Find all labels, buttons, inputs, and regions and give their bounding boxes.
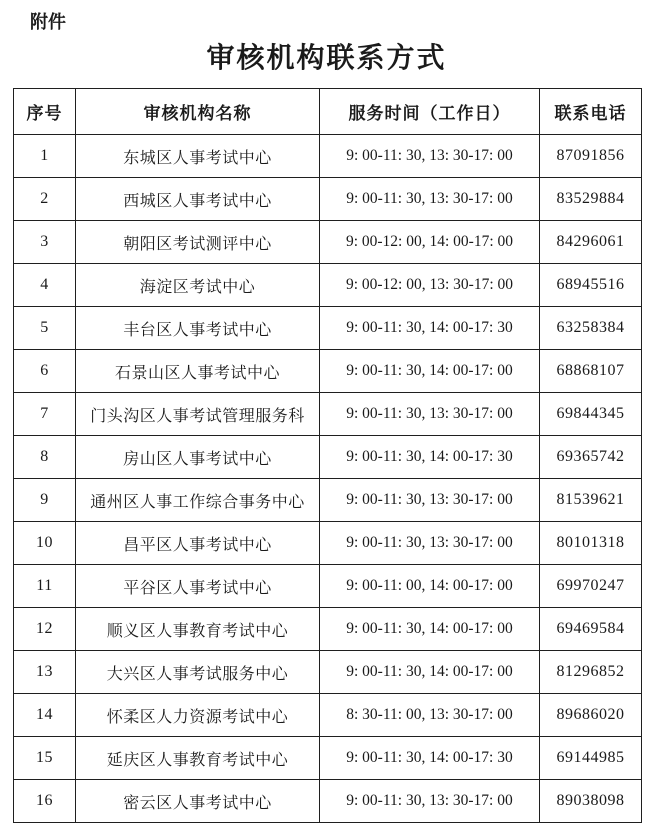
row-number-cell: 1 [14,135,76,178]
row-number-cell: 12 [14,608,76,651]
service-time-cell: 9: 00-12: 00, 13: 30-17: 00 [320,264,540,307]
table-row [14,479,642,522]
phone-cell: 89686020 [540,694,642,737]
service-time-cell: 9: 00-11: 30, 13: 30-17: 00 [320,178,540,221]
contact-table [13,88,642,823]
row-number-cell: 6 [14,350,76,393]
row-number-cell: 16 [14,780,76,823]
table-row [14,737,642,780]
service-time-cell: 9: 00-11: 30, 14: 00-17: 30 [320,436,540,479]
service-time-cell: 9: 00-11: 30, 13: 30-17: 00 [320,393,540,436]
phone-cell: 81539621 [540,479,642,522]
attachment-label: 附件 [30,12,66,32]
agency-name-cell: 大兴区人事考试服务中心 [76,651,320,694]
service-time-cell: 9: 00-11: 30, 14: 00-17: 00 [320,350,540,393]
service-time-cell: 9: 00-11: 30, 13: 30-17: 00 [320,780,540,823]
column-header-time: 服务时间（工作日） [320,89,540,135]
row-number-cell: 7 [14,393,76,436]
agency-name-cell: 昌平区人事考试中心 [76,522,320,565]
phone-cell: 69970247 [540,565,642,608]
service-time-cell: 9: 00-11: 30, 14: 00-17: 00 [320,608,540,651]
phone-cell: 81296852 [540,651,642,694]
service-time-cell: 9: 00-11: 30, 14: 00-17: 30 [320,737,540,780]
table-row [14,522,642,565]
service-time-cell: 9: 00-11: 30, 13: 30-17: 00 [320,479,540,522]
column-header-name: 审核机构名称 [76,89,320,135]
table-body [14,135,642,823]
table-row [14,178,642,221]
phone-cell: 80101318 [540,522,642,565]
page-title: 审核机构联系方式 [206,42,447,73]
table-row [14,135,642,178]
table-row [14,436,642,479]
table-row [14,393,642,436]
table-header-row [14,89,642,135]
agency-name-cell: 延庆区人事教育考试中心 [76,737,320,780]
table-row [14,264,642,307]
phone-cell: 69365742 [540,436,642,479]
row-number-cell: 4 [14,264,76,307]
table-row [14,307,642,350]
row-number-cell: 15 [14,737,76,780]
agency-name-cell: 怀柔区人力资源考试中心 [76,694,320,737]
phone-cell: 68868107 [540,350,642,393]
agency-name-cell: 房山区人事考试中心 [76,436,320,479]
phone-cell: 68945516 [540,264,642,307]
table-row [14,221,642,264]
agency-name-cell: 石景山区人事考试中心 [76,350,320,393]
phone-cell: 89038098 [540,780,642,823]
phone-cell: 63258384 [540,307,642,350]
row-number-cell: 8 [14,436,76,479]
column-header-no: 序号 [14,89,76,135]
phone-cell: 69844345 [540,393,642,436]
agency-name-cell: 通州区人事工作综合事务中心 [76,479,320,522]
agency-name-cell: 东城区人事考试中心 [76,135,320,178]
service-time-cell: 9: 00-11: 30, 14: 00-17: 00 [320,651,540,694]
row-number-cell: 3 [14,221,76,264]
phone-cell: 69469584 [540,608,642,651]
phone-cell: 87091856 [540,135,642,178]
table-row [14,780,642,823]
table-row [14,651,642,694]
service-time-cell: 9: 00-11: 00, 14: 00-17: 00 [320,565,540,608]
table-row [14,350,642,393]
service-time-cell: 8: 30-11: 00, 13: 30-17: 00 [320,694,540,737]
agency-name-cell: 顺义区人事教育考试中心 [76,608,320,651]
row-number-cell: 14 [14,694,76,737]
row-number-cell: 9 [14,479,76,522]
phone-cell: 83529884 [540,178,642,221]
phone-cell: 69144985 [540,737,642,780]
row-number-cell: 2 [14,178,76,221]
row-number-cell: 11 [14,565,76,608]
agency-name-cell: 西城区人事考试中心 [76,178,320,221]
agency-name-cell: 朝阳区考试测评中心 [76,221,320,264]
service-time-cell: 9: 00-12: 00, 14: 00-17: 00 [320,221,540,264]
table-row [14,565,642,608]
phone-cell: 84296061 [540,221,642,264]
agency-name-cell: 海淀区考试中心 [76,264,320,307]
agency-name-cell: 丰台区人事考试中心 [76,307,320,350]
row-number-cell: 13 [14,651,76,694]
agency-name-cell: 平谷区人事考试中心 [76,565,320,608]
service-time-cell: 9: 00-11: 30, 13: 30-17: 00 [320,522,540,565]
service-time-cell: 9: 00-11: 30, 13: 30-17: 00 [320,135,540,178]
service-time-cell: 9: 00-11: 30, 14: 00-17: 30 [320,307,540,350]
agency-name-cell: 门头沟区人事考试管理服务科 [76,393,320,436]
table-row [14,608,642,651]
row-number-cell: 10 [14,522,76,565]
row-number-cell: 5 [14,307,76,350]
table-row [14,694,642,737]
agency-name-cell: 密云区人事考试中心 [76,780,320,823]
column-header-phone: 联系电话 [540,89,642,135]
